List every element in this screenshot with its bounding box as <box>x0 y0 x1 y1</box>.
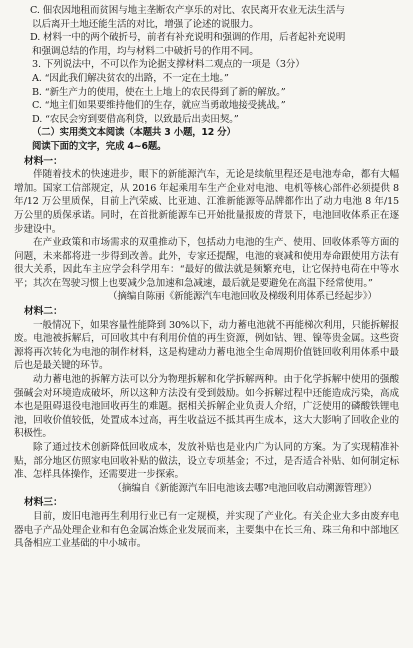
material1-source: （摘编自陈丽《新能源汽车电池回收及梯级利用体系已经起步》） <box>107 291 377 303</box>
q2-option-d-line1: D. 材料一中的两个破折号，前者有补充说明和强调的作用，后者起补充说明 <box>30 32 346 44</box>
q3-option-c: C. “地主们如果要维持他们的生存，就应当勇敢地接受挑战。” <box>32 100 286 112</box>
section-instruction: 阅读下面的文字，完成 4~6题。 <box>32 140 167 152</box>
q2-option-d-line2: 和强调总结的作用，均与材料二中破折号的作用不同。 <box>32 45 259 57</box>
q2-option-c-line1: C. 佃农因地租而贫困与地主垄断农产享乐的对比、农民离开农业无法生活与 <box>30 5 345 16</box>
q3-stem: 3. 下列说法中，不可以作为论据支撑材料二观点的一项是（3分） <box>32 59 305 71</box>
material1-para2: 在产业政策和市场需求的双重推动下，包括动力电池的生产、使用、回收体系等方面的问题，未来都将进一步得到改善。此外，专家还提醒，电池的衰减和使用寿命跟使用方法有很大关系，因此车主应学会科学用车：“最好的做法就是频繁充电，让它保持电荷在中等水平；其次在驾驶习惯上也要减少急加速和急减速，最后就是要避免在高温下经常使用。” <box>14 237 399 289</box>
q3-option-a: A. “因此我们解决贫农的出路，不一定在土地。” <box>32 72 229 84</box>
material3-title: 材料三： <box>24 497 63 509</box>
section-heading: （二）实用类文本阅读（本题共 3 小题，12 分） <box>32 127 236 139</box>
q3-option-d: D. “农民会穷到要借高利贷，以致最后出卖田契。” <box>32 113 239 125</box>
material1-title: 材料一： <box>24 155 63 167</box>
material3-para1: 目前，废旧电池再生利用行业已有一定规模，并实现了产业化。有关企业大多由废弃电器电子产品处理企业和有色金属冶炼企业发展而来，主要集中在长三角、珠三角和中部地区具备相应工业基础的中小城市。 <box>14 510 399 550</box>
material1-para1: 伴随着技术的快速进步，眼下的新能源汽车，无论是续航里程还是电池寿命，都有大幅增加。国家工信部规定，从 2016 年起乘用车生产企业对电池、电机等核心部件必须提供 8 年/12 万公里质保，目前上汽荣威、比亚迪、江淮新能源等品牌都作出了动力电池 8 年/15 万公里的质保承诺。同时，在首批新能源车已开始批量报废的背景下，电池回收体系正在逐步建设中。 <box>14 169 399 235</box>
material2-para1: 一般情况下，如果容量性能降到 30%以下，动力蓄电池就不再能梯次利用，只能拆解报废。电池被拆解后，可回收其中有利用价值的再生资源，例如钴、锂、镍等贵金属。这些资源将再次转化为电池的制作材料，这是构建动力蓄电池全生命周期价值链回收利用体系中最后也是最关键的环节。 <box>14 319 399 372</box>
material2-title: 材料二： <box>24 306 63 318</box>
material2-para3: 除了通过技术创新降低回收成本，发放补贴也是业内广为认同的方案。为了实现精准补贴，部分地区仿照家电回收补贴的做法，设立专项基金；不过，是否适合补贴、如何制定标准、怎样具体操作，还需要进一步探索。 <box>14 442 399 481</box>
q3-option-b: B. “新生产力的使用，使在土上地上的农民得到了新的解放。” <box>32 86 286 98</box>
q2-option-c-line2: 以后离开土地还能生活的对比，增强了论述的说服力。 <box>32 18 259 30</box>
material2-para2: 动力蓄电池的拆解方法可以分为物理拆解和化学拆解两种。由于化学拆解中使用的强酸强碱会对环境造成破坏，所以这种方法没有受到鼓励。如今拆解过程中还能造成污染，高成本也是阻碍退役电池回收再生的难题。据相关拆解企业负责人介绍，广泛使用的磷酸铁锂电池，回收价值较低，处置成本过高，再生收益远不抵其再生成本，这大大影响了回收企业的积极性。 <box>14 374 399 440</box>
material2-source: （摘编自《新能源汽车旧电池该去哪?电池回收启动溯源管理》） <box>112 482 377 494</box>
